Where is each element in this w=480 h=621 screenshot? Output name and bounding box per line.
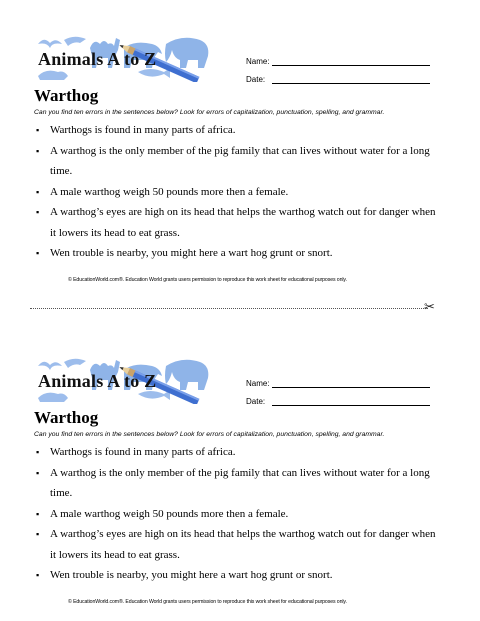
name-line[interactable] — [272, 387, 430, 388]
date-label: Date: — [246, 75, 266, 84]
instructions: Can you find ten errors in the sentences below? Look for errors of capitalization, punctuation, spelling, and grammar. — [34, 431, 385, 438]
logo-title: Animals A to Z — [38, 371, 157, 391]
sentence-text: A male warthog weigh 50 pounds more then a female. — [50, 507, 289, 520]
bullet-icon: ▪ — [36, 145, 40, 156]
name-label: Name: — [246, 379, 270, 388]
sentence-text: A warthog’s eyes are high on its head that helps the warthog watch out for danger when it lowers its head to eat grass. — [50, 206, 436, 239]
list-item — [34, 243, 444, 264]
animals-a-to-z-logo — [34, 356, 214, 404]
scissors-icon: ✂ — [424, 300, 435, 315]
bullet-icon: ▪ — [36, 570, 40, 580]
copyright-notice: © EducationWorld.com®. Education World grants users permission to reproduce this work sheet for educational purposes only. — [68, 277, 347, 283]
date-line[interactable] — [272, 83, 430, 84]
list-item — [34, 463, 444, 504]
list-item — [34, 504, 444, 525]
worksheet-title: Warthog — [34, 86, 99, 105]
bullet-icon: ▪ — [36, 248, 40, 258]
sentence-text: A warthog is the only member of the pig family that can lives without water for a long time. — [50, 144, 430, 177]
date-line[interactable] — [272, 405, 430, 406]
date-label: Date: — [246, 397, 266, 406]
list-item — [34, 442, 444, 463]
worksheet-title: Warthog — [34, 408, 99, 427]
list-item — [34, 202, 444, 243]
worksheet-top — [0, 0, 480, 296]
instructions: Can you find ten errors in the sentences below? Look for errors of capitalization, punctuation, spelling, and grammar. — [34, 109, 385, 116]
cut-line — [30, 308, 428, 309]
sentence-list — [34, 120, 444, 264]
sentence-text: Warthogs is found in many parts of africa. — [50, 124, 236, 136]
sentence-text: Wen trouble is nearby, you might here a wart hog grunt or snort. — [50, 247, 333, 259]
bullet-icon: ▪ — [36, 447, 40, 457]
sentence-text: A warthog is the only member of the pig family that can lives without water for a long time. — [50, 466, 430, 499]
name-line[interactable] — [272, 65, 430, 66]
bullet-icon: ▪ — [36, 529, 40, 539]
list-item — [34, 120, 444, 141]
sentence-list — [34, 442, 444, 586]
sentence-text: Wen trouble is nearby, you might here a wart hog grunt or snort. — [50, 569, 333, 581]
sentence-text: Warthogs is found in many parts of africa. — [50, 446, 236, 458]
list-item — [34, 565, 444, 586]
list-item — [34, 141, 444, 182]
bullet-icon: ▪ — [36, 125, 40, 135]
logo-title: Animals A to Z — [38, 49, 157, 69]
name-label: Name: — [246, 57, 270, 66]
list-item — [34, 182, 444, 203]
bullet-icon: ▪ — [36, 508, 40, 519]
bullet-icon: ▪ — [36, 467, 40, 478]
list-item — [34, 524, 444, 565]
bullet-icon: ▪ — [36, 207, 40, 217]
worksheet-bottom — [0, 322, 480, 618]
animals-a-to-z-logo — [34, 34, 214, 82]
sentence-text: A warthog’s eyes are high on its head that helps the warthog watch out for danger when it lowers its head to eat grass. — [50, 528, 436, 561]
copyright-notice: © EducationWorld.com®. Education World grants users permission to reproduce this work sheet for educational purposes only. — [68, 599, 347, 605]
bullet-icon: ▪ — [36, 186, 40, 197]
sentence-text: A male warthog weigh 50 pounds more then a female. — [50, 185, 289, 198]
